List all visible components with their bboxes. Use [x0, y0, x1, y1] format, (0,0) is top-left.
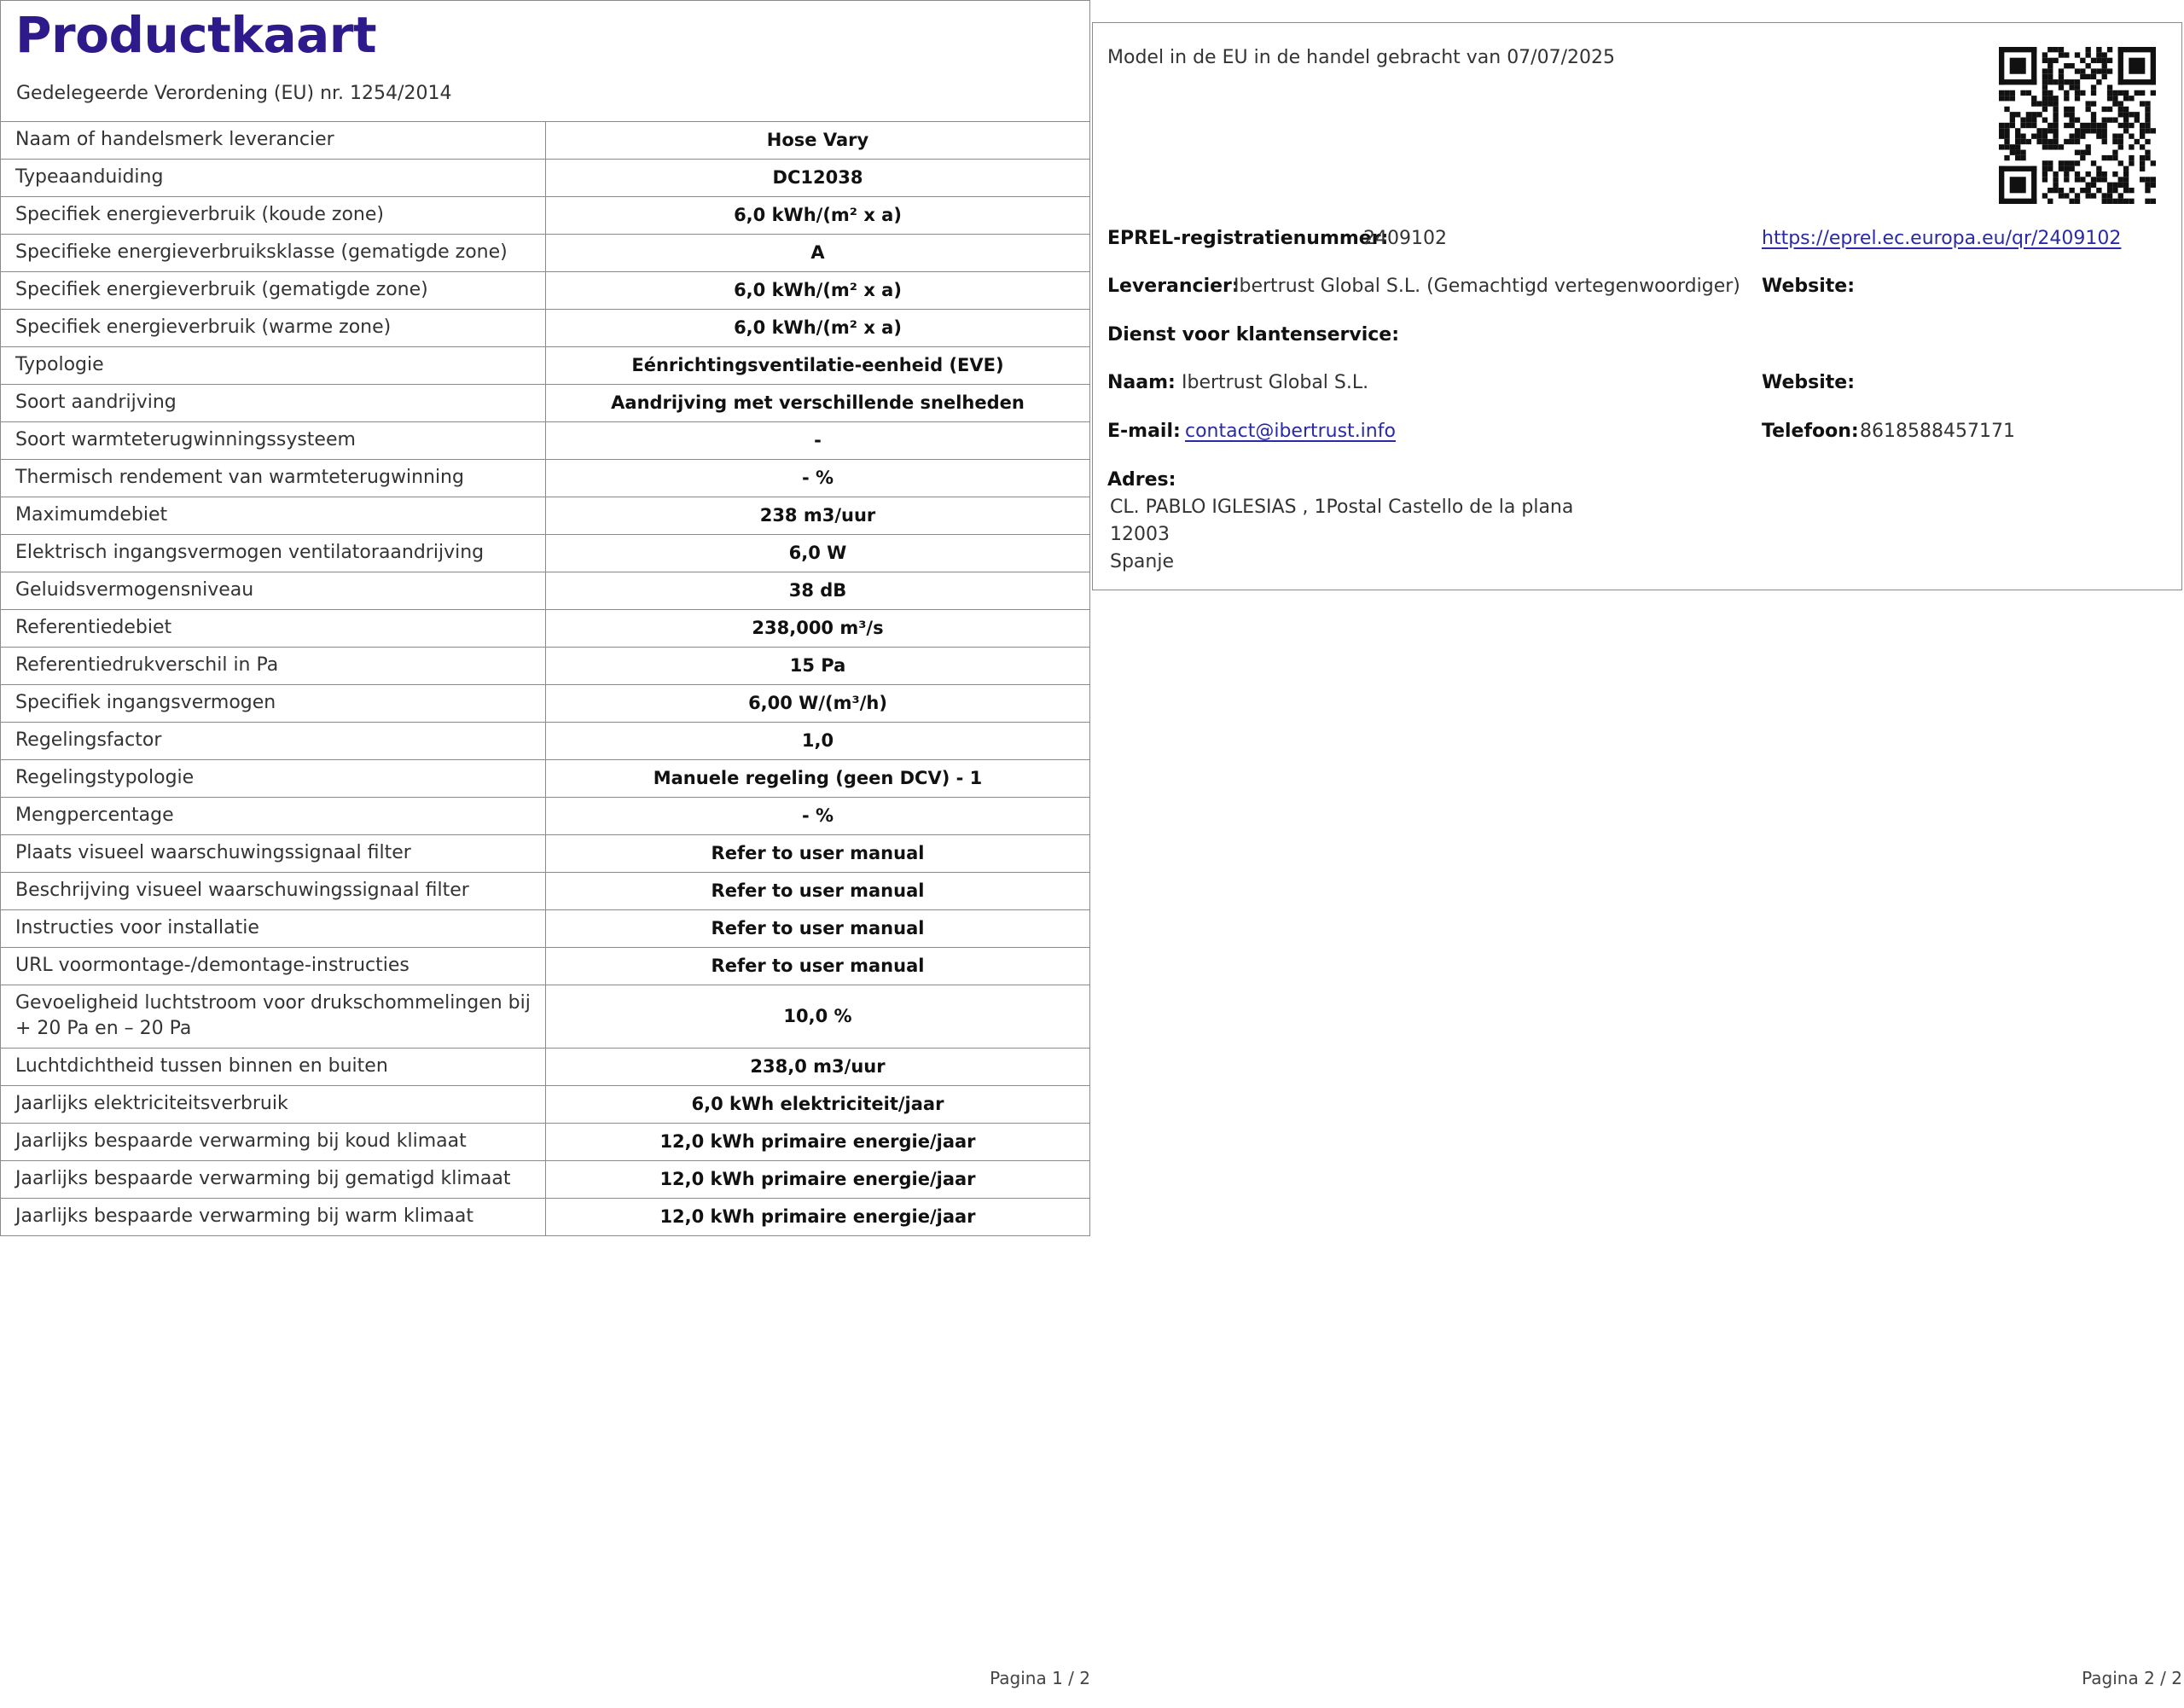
row-value: - % — [546, 460, 1090, 497]
customer-service-label: Dienst voor klantenservice: — [1107, 324, 1400, 346]
row-label: Thermisch rendement van warmteterugwinning — [1, 460, 546, 497]
table-row — [1, 985, 1089, 1049]
row-label: Geluidsvermogensniveau — [1, 572, 546, 610]
table-row — [1, 310, 1089, 347]
row-label: Soort aandrijving — [1, 385, 546, 422]
address-line-1: CL. PABLO IGLESIAS , 1Postal Castello de la plana — [1110, 497, 1574, 518]
row-label: Jaarlijks bespaarde verwarming bij gematigd klimaat — [1, 1161, 546, 1199]
row-value: 238,0 m3/uur — [546, 1049, 1090, 1086]
table-row — [1, 798, 1089, 835]
row-value: 238,000 m³/s — [546, 610, 1090, 648]
table-row — [1, 572, 1089, 610]
table-row — [1, 610, 1089, 648]
row-label: Plaats visueel waarschuwingssignaal filter — [1, 835, 546, 873]
model-date: Model in de EU in de handel gebracht van 07/07/2025 — [1107, 47, 1615, 68]
row-label: Specifieke energieverbruiksklasse (gematigde zone) — [1, 235, 546, 272]
name-label: Naam: — [1107, 372, 1176, 393]
page-title: Productkaart — [15, 6, 377, 64]
supplier-label: Leverancier: — [1107, 276, 1240, 297]
table-row — [1, 160, 1089, 197]
table-row — [1, 347, 1089, 385]
table-row — [1, 1124, 1089, 1161]
table-row — [1, 497, 1089, 535]
row-value: 1,0 — [546, 723, 1090, 760]
row-label: Jaarlijks elektriciteitsverbruik — [1, 1086, 546, 1124]
row-value: 6,0 W — [546, 535, 1090, 572]
table-row — [1, 272, 1089, 310]
row-label: Maximumdebiet — [1, 497, 546, 535]
row-label: Specifiek energieverbruik (koude zone) — [1, 197, 546, 235]
product-sheet — [0, 0, 1090, 1236]
row-label: Specifiek ingangsvermogen — [1, 685, 546, 723]
name-value: Ibertrust Global S.L. — [1182, 372, 1369, 393]
table-row — [1, 197, 1089, 235]
row-value: 6,0 kWh/(m² x a) — [546, 197, 1090, 235]
row-value: Eénrichtingsventilatie-eenheid (EVE) — [546, 347, 1090, 385]
row-label: Jaarlijks bespaarde verwarming bij warm klimaat — [1, 1199, 546, 1236]
row-label: Regelingstypologie — [1, 760, 546, 798]
row-value: 12,0 kWh primaire energie/jaar — [546, 1124, 1090, 1161]
table-row — [1, 1086, 1089, 1124]
row-value: Refer to user manual — [546, 835, 1090, 873]
qr-code-icon[interactable] — [1999, 47, 2156, 204]
address-label: Adres: — [1107, 469, 1176, 491]
page-number: Pagina 1 / 2 — [990, 1668, 1090, 1688]
row-value: - % — [546, 798, 1090, 835]
phone-value: 8618588457171 — [1860, 421, 2015, 442]
row-label: Typologie — [1, 347, 546, 385]
row-label: Referentiedebiet — [1, 610, 546, 648]
row-value: Refer to user manual — [546, 948, 1090, 985]
row-label: Naam of handelsmerk leverancier — [1, 122, 546, 160]
row-label: Typeaanduiding — [1, 160, 546, 197]
phone-label: Telefoon: — [1762, 421, 1859, 442]
row-label: Instructies voor installatie — [1, 910, 546, 948]
table-row — [1, 1049, 1089, 1086]
table-row — [1, 460, 1089, 497]
row-value: A — [546, 235, 1090, 272]
eprel-number: 2409102 — [1363, 228, 1447, 249]
row-label: Mengpercentage — [1, 798, 546, 835]
table-row — [1, 235, 1089, 272]
row-label: Referentiedrukverschil in Pa — [1, 648, 546, 685]
page-2 — [1092, 0, 2184, 1708]
row-label: Jaarlijks bespaarde verwarming bij koud klimaat — [1, 1124, 546, 1161]
row-label: Beschrijving visueel waarschuwingssignaal filter — [1, 873, 546, 910]
row-value: Aandrijving met verschillende snelheden — [546, 385, 1090, 422]
row-label: Specifiek energieverbruik (gematigde zone) — [1, 272, 546, 310]
email-link[interactable]: contact@ibertrust.info — [1185, 421, 1396, 442]
row-value: 10,0 % — [546, 985, 1090, 1049]
row-value: Manuele regeling (geen DCV) - 1 — [546, 760, 1090, 798]
table-row — [1, 535, 1089, 572]
email-label: E-mail: — [1107, 421, 1181, 442]
row-value: 15 Pa — [546, 648, 1090, 685]
sheet-header — [1, 1, 1089, 122]
table-row — [1, 1161, 1089, 1199]
table-row — [1, 835, 1089, 873]
table-row — [1, 760, 1089, 798]
row-value: Hose Vary — [766, 130, 869, 150]
spec-table — [1, 122, 1089, 1235]
eprel-label: EPREL-registratienummer: — [1107, 228, 1389, 249]
row-value: 12,0 kWh primaire energie/jaar — [546, 1161, 1090, 1199]
address-line-2: 12003 — [1110, 524, 1170, 545]
row-label: Regelingsfactor — [1, 723, 546, 760]
table-row — [1, 723, 1089, 760]
row-value: 12,0 kWh primaire energie/jaar — [546, 1199, 1090, 1236]
row-value: - — [546, 422, 1090, 460]
row-label: Specifiek energieverbruik (warme zone) — [1, 310, 546, 347]
row-value: 238 m3/uur — [546, 497, 1090, 535]
table-row — [1, 873, 1089, 910]
row-value: 6,0 kWh/(m² x a) — [546, 310, 1090, 347]
row-value: 6,0 kWh elektriciteit/jaar — [546, 1086, 1090, 1124]
eprel-link[interactable]: https://eprel.ec.europa.eu/qr/2409102 — [1762, 228, 2122, 249]
contact-card — [1092, 22, 2182, 590]
table-row — [1, 948, 1089, 985]
row-value: 38 dB — [546, 572, 1090, 610]
table-row — [1, 1199, 1089, 1236]
row-value: 6,0 kWh/(m² x a) — [546, 272, 1090, 310]
table-row — [1, 422, 1089, 460]
table-row — [1, 385, 1089, 422]
row-label: Gevoeligheid luchtstroom voor drukschommelingen bij + 20 Pa en – 20 Pa — [1, 985, 546, 1049]
row-label: Luchtdichtheid tussen binnen en buiten — [1, 1049, 546, 1086]
address-line-3: Spanje — [1110, 551, 1175, 572]
table-row — [1, 910, 1089, 948]
row-label: Soort warmteterugwinningssysteem — [1, 422, 546, 460]
page-number: Pagina 2 / 2 — [2082, 1668, 2182, 1688]
regulation-reference: Gedelegeerde Verordening (EU) nr. 1254/2014 — [16, 83, 452, 104]
supplier-website-label: Website: — [1762, 276, 1856, 297]
supplier-value: Ibertrust Global S.L. (Gemachtigd vertegenwoordiger) — [1234, 276, 1740, 297]
row-value: Refer to user manual — [546, 910, 1090, 948]
table-row — [1, 648, 1089, 685]
table-row — [1, 122, 1089, 160]
row-value: Refer to user manual — [546, 873, 1090, 910]
row-label: URL voormontage-/demontage-instructies — [1, 948, 546, 985]
row-value: 6,00 W/(m³/h) — [546, 685, 1090, 723]
row-value: DC12038 — [546, 160, 1090, 197]
row-label: Elektrisch ingangsvermogen ventilatoraandrijving — [1, 535, 546, 572]
table-row — [1, 685, 1089, 723]
service-website-label: Website: — [1762, 372, 1856, 393]
